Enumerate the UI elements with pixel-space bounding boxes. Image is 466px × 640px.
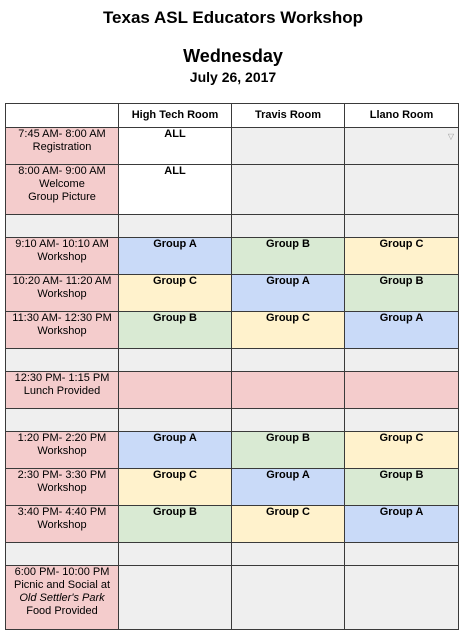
time-cell — [6, 275, 119, 312]
time-text: 12:30 PM- 1:15 PM — [14, 372, 110, 384]
high-tech-cell — [119, 372, 232, 409]
time-cell — [6, 469, 119, 506]
spacer-row — [6, 409, 459, 432]
empty-cell — [6, 215, 119, 238]
travis-cell: Group B — [232, 432, 345, 469]
time-text: 11:30 AM- 12:30 PM — [12, 312, 112, 324]
empty-cell — [345, 543, 459, 566]
table-row — [6, 165, 459, 215]
high-tech-cell: Group C — [119, 275, 232, 312]
travis-cell: Group B — [232, 238, 345, 275]
llano-cell — [345, 165, 459, 215]
travis-cell: Group A — [232, 469, 345, 506]
date-heading: July 26, 2017 — [189, 69, 277, 85]
empty-cell — [119, 349, 232, 372]
activity-text: Picnic and Social at — [14, 579, 110, 591]
header-time — [6, 104, 119, 128]
high-tech-cell: Group C — [119, 469, 232, 506]
activity-text: Workshop — [37, 325, 87, 337]
activity-text-3: Food Provided — [26, 605, 98, 617]
table-row — [6, 432, 459, 469]
table-row — [6, 128, 459, 165]
time-cell — [6, 432, 119, 469]
empty-cell — [232, 409, 345, 432]
empty-cell — [232, 543, 345, 566]
time-cell — [6, 566, 119, 630]
llano-cell: Group A — [345, 312, 459, 349]
time-text: 7:45 AM- 8:00 AM — [18, 128, 106, 140]
empty-cell — [6, 409, 119, 432]
time-cell — [6, 506, 119, 543]
time-cell — [6, 128, 119, 165]
time-text: 6:00 PM- 10:00 PM — [14, 566, 110, 578]
activity-text: Workshop — [37, 251, 87, 263]
header-high-tech-room: High Tech Room — [119, 104, 232, 128]
llano-cell: Group B — [345, 469, 459, 506]
time-cell — [6, 372, 119, 409]
high-tech-cell: Group B — [119, 312, 232, 349]
high-tech-cell: ALL — [119, 128, 232, 165]
travis-cell: Group C — [232, 312, 345, 349]
time-text: 2:30 PM- 3:30 PM — [17, 469, 107, 481]
time-cell — [6, 312, 119, 349]
empty-cell — [345, 349, 459, 372]
time-cell — [6, 165, 119, 215]
time-text: 1:20 PM- 2:20 PM — [17, 432, 107, 444]
travis-cell: Group C — [232, 506, 345, 543]
table-row — [6, 372, 459, 409]
dropdown-arrow-icon[interactable]: ▽ — [447, 132, 454, 141]
empty-cell — [6, 543, 119, 566]
travis-cell — [232, 566, 345, 630]
empty-cell — [119, 409, 232, 432]
activity-text: Workshop — [37, 482, 87, 494]
header-row — [6, 104, 459, 128]
activity-text: Registration — [32, 141, 92, 153]
time-text: 9:10 AM- 10:10 AM — [15, 238, 109, 250]
activity-text: Lunch Provided — [23, 385, 101, 397]
high-tech-cell: ALL — [119, 165, 232, 215]
travis-cell: Group A — [232, 275, 345, 312]
llano-cell — [345, 566, 459, 630]
table-row — [6, 238, 459, 275]
table-row — [6, 275, 459, 312]
activity-text: Welcome — [39, 178, 85, 190]
llano-cell — [345, 372, 459, 409]
table-row — [6, 506, 459, 543]
header-llano-room: Llano Room — [345, 104, 459, 128]
high-tech-cell: Group A — [119, 238, 232, 275]
empty-cell — [6, 349, 119, 372]
empty-cell — [232, 215, 345, 238]
table-row — [6, 566, 459, 630]
page-title: Texas ASL Educators Workshop — [102, 8, 364, 27]
llano-cell: Group C — [345, 432, 459, 469]
llano-cell — [345, 128, 459, 165]
spacer-row — [6, 215, 459, 238]
schedule-table — [5, 103, 459, 630]
day-heading: Wednesday — [183, 46, 283, 66]
travis-cell — [232, 165, 345, 215]
empty-cell — [119, 215, 232, 238]
empty-cell — [232, 349, 345, 372]
header-travis-room: Travis Room — [232, 104, 345, 128]
empty-cell — [345, 215, 459, 238]
empty-cell — [345, 409, 459, 432]
activity-text-2: Group Picture — [28, 191, 96, 203]
time-text: 3:40 PM- 4:40 PM — [17, 506, 107, 518]
spacer-row — [6, 349, 459, 372]
time-text: 8:00 AM- 9:00 AM — [18, 165, 106, 177]
spacer-row — [6, 543, 459, 566]
table-row — [6, 469, 459, 506]
activity-text: Workshop — [37, 519, 87, 531]
llano-cell: Group C — [345, 238, 459, 275]
llano-cell: Group A — [345, 506, 459, 543]
high-tech-cell: Group A — [119, 432, 232, 469]
travis-cell — [232, 128, 345, 165]
high-tech-cell — [119, 566, 232, 630]
table-row — [6, 312, 459, 349]
time-text: 10:20 AM- 11:20 AM — [12, 275, 112, 287]
high-tech-cell: Group B — [119, 506, 232, 543]
time-cell — [6, 238, 119, 275]
llano-cell: Group B — [345, 275, 459, 312]
empty-cell — [119, 543, 232, 566]
travis-cell — [232, 372, 345, 409]
activity-text: Workshop — [37, 445, 87, 457]
park-name: Old Settler's Park — [19, 592, 105, 604]
activity-text: Workshop — [37, 288, 87, 300]
